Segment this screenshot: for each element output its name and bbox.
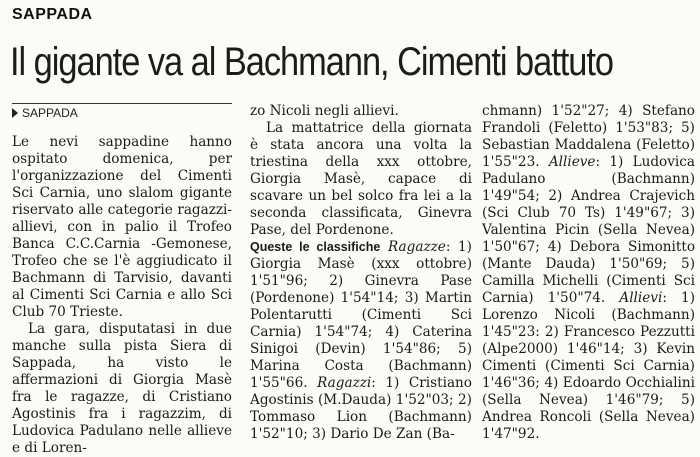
- column-2: [250, 103, 472, 443]
- headline: Il gigante va al Bachmann, Cimenti battuto: [10, 40, 613, 84]
- results-paragraph: [250, 239, 472, 443]
- category-allievi: Allievi: [619, 290, 663, 306]
- column-3: [482, 103, 695, 443]
- section-tag: [12, 103, 232, 122]
- results-paragraph: [482, 103, 695, 443]
- kicker: SAPPADA: [12, 6, 93, 23]
- section-tag-label: SAPPADA: [22, 106, 78, 120]
- results-allieve: : 1) Ludovica Padulano (Bachmann) 1'49"54; 2) Andrea Crajevich (Sci Club 70 Ts) 1'49"67; 3) Valentina Picin (Sella Nevea) 1'50"67; 4) Debora Simonitto (Mante Dauda) 1'50"69; 5) Camilla Michelli (Cimenti Sci Carnia) 1'50"74.: [482, 154, 695, 306]
- paragraph: zo Nicoli negli allievi.: [250, 103, 399, 119]
- category-ragazzi: Ragazzi: [317, 375, 372, 391]
- paragraph: La gara, disputatasi in due manche sulla pista Siera di Sappada, ha visto le affermazioni di Giorgia Masè fra le ragazze, di Cristiano Agostinis fra i ragazzim, di Ludovica Padulano nelle allieve e di Loren-: [12, 321, 232, 456]
- results-ragazzi-cont: chmann) 1'52"27; 4) Stefano Frandoli (Feletto) 1'53"83; 5) Sebastian Maddalena (Feletto) 1'55"23.: [482, 103, 695, 170]
- triangle-marker-icon: [12, 108, 18, 118]
- paragraph: La mattatrice della giornata è stata ancora una volta la triestina della xxx ottobre, Giorgia Masè, capace di scavare un bel solco fra lei a la seconda classificata, Ginevra Pase, del Pordenone.: [250, 120, 472, 238]
- column-1: [12, 103, 232, 457]
- paragraph: Le nevi sappadine hanno ospitato domenica, per l'organizzazione del Cimenti Sci Carnia, uno slalom gigante riservato alle categorie ragazzi-allievi, con in palio il Trofeo Banca C.C.Carnia -Gemonese, Trofeo che se l'è aggiudicato il Bachmann di Tarvisio, davanti al Cimenti Sci Carnia e allo Sci Club 70 Trieste.: [12, 134, 232, 320]
- results-ragazze: : 1) Giorgia Masè (xxx ottobre) 1'51"96; 2) Ginevra Pase (Pordenone) 1'54"14; 3) Martin Polentarutti (Cimenti Sci Carnia) 1'54"74; 4) Caterina Sinigoi (Devin) 1'54"86; 5) Marina Costa (Bachmann) 1'55"66.: [250, 239, 472, 391]
- category-allieve: Allieve: [548, 154, 596, 170]
- results-allievi: : 1) Lorenzo Nicoli (Bachmann) 1'45"23: 2) Francesco Pezzutti (Alpe2000) 1'46"14; 3) Kevin Cimenti (Cimenti Sci Carnia) 1'46"36; 4) Edoardo Occhialini (Sella Nevea) 1'46"79; 5) Andrea Roncoli (Sella Nevea) 1'47"92.: [482, 290, 695, 442]
- results-lead-in: Queste le classifiche: [250, 240, 381, 254]
- results-ragazzi: : 1) Cristiano Agostinis (M.Dauda) 1'52"03; 2) Tommaso Lion (Bachmann) 1'52"10; 3) Dario De Zan (Ba-: [250, 375, 472, 442]
- category-ragazze: Ragazze: [387, 239, 446, 255]
